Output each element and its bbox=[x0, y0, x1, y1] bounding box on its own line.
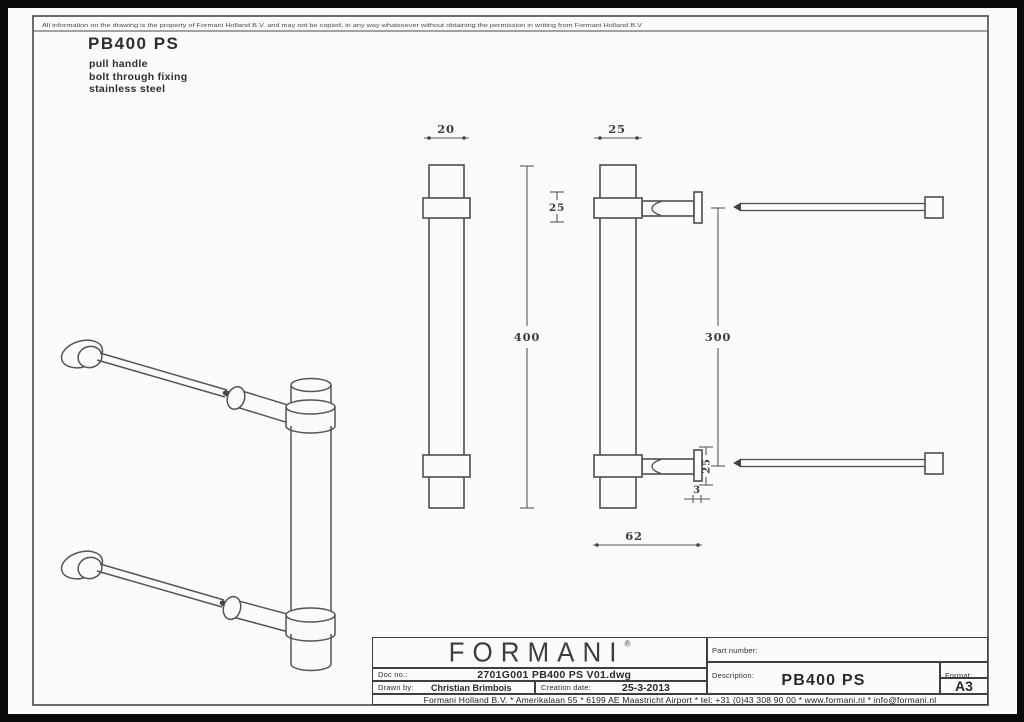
through-bolt-top bbox=[733, 197, 943, 218]
dim-side-width: 25 bbox=[608, 122, 626, 136]
doc-no-label: Doc no.: bbox=[378, 670, 408, 679]
dim-overall-length: 400 bbox=[513, 330, 541, 344]
format-label: Format: bbox=[945, 671, 973, 680]
iso-arm-bottom bbox=[221, 595, 293, 635]
creation-date-value: 25-3-2013 bbox=[622, 681, 670, 694]
sheet-frame bbox=[33, 16, 988, 705]
side-view bbox=[594, 165, 702, 508]
part-number-label: Part number: bbox=[712, 646, 758, 655]
dim-collar-height: 25 bbox=[548, 202, 566, 214]
dim-fixing-centres: 300 bbox=[704, 330, 732, 344]
titleblock-docno-cell bbox=[372, 668, 707, 681]
dim-projection: 62 bbox=[625, 529, 643, 543]
titleblock-partnumber-cell bbox=[707, 637, 988, 662]
description-value: PB400 PS bbox=[781, 672, 866, 689]
format-value: A3 bbox=[955, 678, 973, 694]
titleblock-drawnby-cell bbox=[372, 681, 535, 694]
subtitle-line-3: stainless steel bbox=[89, 83, 166, 95]
registered-mark: ® bbox=[624, 639, 631, 649]
dim-front-width: 20 bbox=[437, 122, 455, 136]
drawn-by-value: Christian Brimbois bbox=[431, 682, 512, 693]
titleblock-format-value-cell bbox=[940, 678, 988, 694]
titleblock-format-label-cell bbox=[940, 662, 988, 678]
subtitle-line-2: bolt through fixing bbox=[89, 70, 188, 83]
iso-bolt-bottom bbox=[58, 547, 229, 608]
page-subtitle bbox=[89, 58, 187, 96]
description-label: Description: bbox=[712, 671, 754, 680]
dim-rosette-diameter: 25 bbox=[701, 458, 713, 474]
subtitle-line-1: pull handle bbox=[89, 58, 148, 70]
through-bolt-bottom bbox=[733, 453, 943, 474]
drawn-by-label: Drawn by: bbox=[378, 683, 414, 692]
iso-bolt-top bbox=[58, 336, 232, 398]
formani-logo: FORMANI® bbox=[448, 636, 631, 668]
titleblock-footer-cell bbox=[372, 694, 988, 705]
isometric-view bbox=[58, 336, 335, 671]
creation-date-label: Creation date: bbox=[541, 683, 591, 692]
disclaimer-text: All information on the drawing is the property of Formani Holland B.V. and may not be copied, in any way whatsoever without obtaining the permission in writing from Formani Holland B.V bbox=[42, 23, 643, 29]
dim-rosette-thickness: 3 bbox=[693, 485, 701, 496]
titleblock-logo-cell bbox=[372, 637, 707, 668]
company-footer: Formani Holland B.V. * Amerikalaan 55 * 6199 AE Maastricht Airport * tel: +31 (0)43 308 90 00 * www.formani.nl * info@formani.nl bbox=[423, 694, 937, 705]
page-title: PB400 PS bbox=[88, 34, 180, 53]
dimension-labels bbox=[437, 122, 731, 543]
doc-no-value: 2701G001 PB400 PS V01.dwg bbox=[477, 668, 632, 681]
titleblock-creationdate-cell bbox=[535, 681, 707, 694]
titleblock-description-cell bbox=[707, 662, 940, 694]
front-view bbox=[423, 165, 470, 508]
